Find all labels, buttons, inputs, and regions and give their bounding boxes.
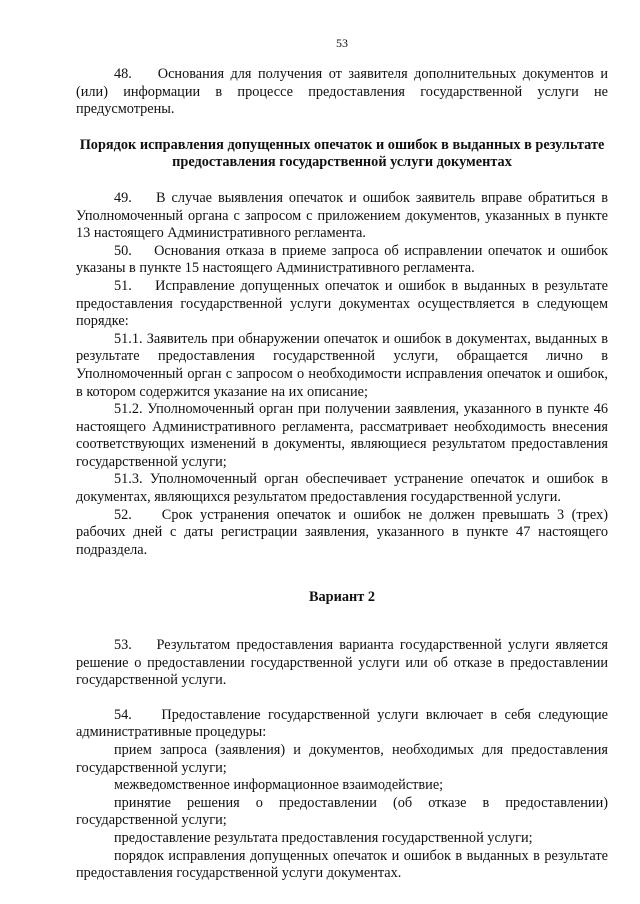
procedure-item-4: предоставление результата предоставления государственной услуги; [114,829,533,846]
paragraph-51-3: 51.3. Уполномоченный орган обеспечивает устранение опечаток и ошибок в документах, являющихся результатом предоставления государственной услуги. [76,471,608,506]
procedure-item-3: принятие решения о предоставлении (об отказе в предоставлении) государственной услуги; [76,794,608,829]
paragraph-49: 49. В случае выявления опечаток и ошибок заявитель вправе обратиться в Уполномоченный органа с запросом с приложением документов, указанных в пункте 13 настоящего Административного регламента. [76,189,608,242]
procedure-item-2: межведомственное информационное взаимодействие; [114,777,444,794]
spacer [76,690,608,707]
paragraph-53: 53. Результатом предоставления варианта государственной услуги является решение о предоставлении государственной услуги или об отказе в предоставлении государственной услуги. [76,637,608,689]
spacer [76,607,608,637]
procedure-item-1: прием запроса (заявления) и документов, необходимых для предоставления государственной услуги; [76,742,608,776]
document-page [76,36,608,883]
paragraph-48: 48. Основания для получения от заявителя дополнительных документов и (или) информации в процессе предоставления государственной услуги не предусмотрены. [76,66,608,118]
paragraph-51-2: 51.2. Уполномоченный орган при получении заявления, указанного в пункте 46 настоящего Административного регламента, рассматривает необходимость внесения соответствующих изменений в документы, являющиеся результатом предоставления государственной услуги; [76,401,608,470]
paragraph-50: 50. Основания отказа в приеме запроса об исправлении опечаток и ошибок указаны в пункте 15 настоящего Административного регламента. [76,242,608,277]
paragraph-51-1: 51.1. Заявитель при обнаружении опечаток и ошибок в документах, выданных в результате предоставления государственной услуги, обращается лично в Уполномоченный орган с запросом о необходимости исправления опечаток и ошибок, в котором содержится указание на их описание; [76,330,608,400]
procedure-item-5: порядок исправления допущенных опечаток и ошибок в выданных в результате предоставления государственной услуги документах. [76,847,608,882]
page-number: 53 [336,36,348,50]
spacer [76,119,608,137]
section-heading-variant-2: Вариант 2 [308,589,375,606]
paragraph-51: 51. Исправление допущенных опечаток и ошибок в выданных в результате предоставления государственной услуги документах осуществляется в следующем порядке: [76,277,608,330]
section-heading-corrections: Порядок исправления допущенных опечаток и ошибок в выданных в результате предоставления государственной услуги документах [79,136,605,171]
paragraph-54: 54. Предоставление государственной услуги включает в себя следующие административные процедуры: [76,706,608,741]
spacer [76,172,608,190]
paragraph-52: 52. Срок устранения опечаток и ошибок не должен превышать 3 (трех) рабочих дней с даты регистрации заявления, указанного в пункте 47 настоящего подраздела. [76,506,608,558]
spacer [76,559,608,589]
